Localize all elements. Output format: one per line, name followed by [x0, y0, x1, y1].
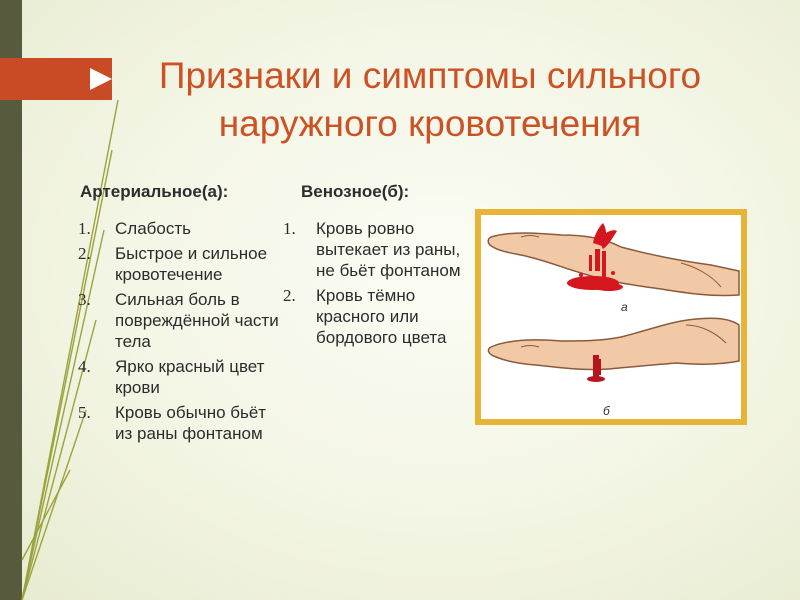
venous-symptoms-list: [283, 218, 473, 352]
bleeding-illustration: [475, 209, 747, 425]
list-text: Кровь обычно бьёт из раны фонтаном: [115, 403, 267, 443]
list-item: [78, 218, 283, 239]
arms-illustration: [481, 215, 741, 419]
arterial-symptoms-list: [78, 218, 283, 448]
list-item: [78, 289, 283, 352]
list-text: Кровь ровно вытекает из раны, не бьёт фонтаном: [316, 219, 461, 280]
list-number: 2.: [283, 286, 296, 305]
list-text: Слабость: [115, 219, 191, 238]
list-text: Быстрое и сильное кровотечение: [115, 244, 268, 284]
list-number: 1.: [78, 219, 91, 238]
list-item: [78, 243, 283, 285]
label-b: б: [603, 404, 610, 418]
list-number: 5.: [78, 403, 91, 422]
list-number: 1.: [283, 219, 296, 238]
arterial-heading: Артериальное(а):: [80, 182, 229, 201]
list-item: [283, 218, 473, 281]
list-text: Ярко красный цвет крови: [115, 357, 265, 397]
label-a: а: [621, 300, 628, 314]
list-number: 2.: [78, 244, 91, 263]
list-number: 4.: [78, 357, 91, 376]
list-number: 3.: [78, 290, 91, 309]
list-item: [78, 356, 283, 398]
list-item: [78, 402, 283, 444]
venous-heading: Венозное(б):: [301, 182, 410, 201]
slide-title: Признаки и симптомы сильного наружного кровотечения: [158, 55, 702, 144]
list-text: Кровь тёмно красного или бордового цвета: [316, 286, 447, 347]
list-item: [283, 285, 473, 348]
list-text: Сильная боль в повреждённой части тела: [115, 290, 279, 351]
arm-venous-image: [488, 318, 739, 369]
